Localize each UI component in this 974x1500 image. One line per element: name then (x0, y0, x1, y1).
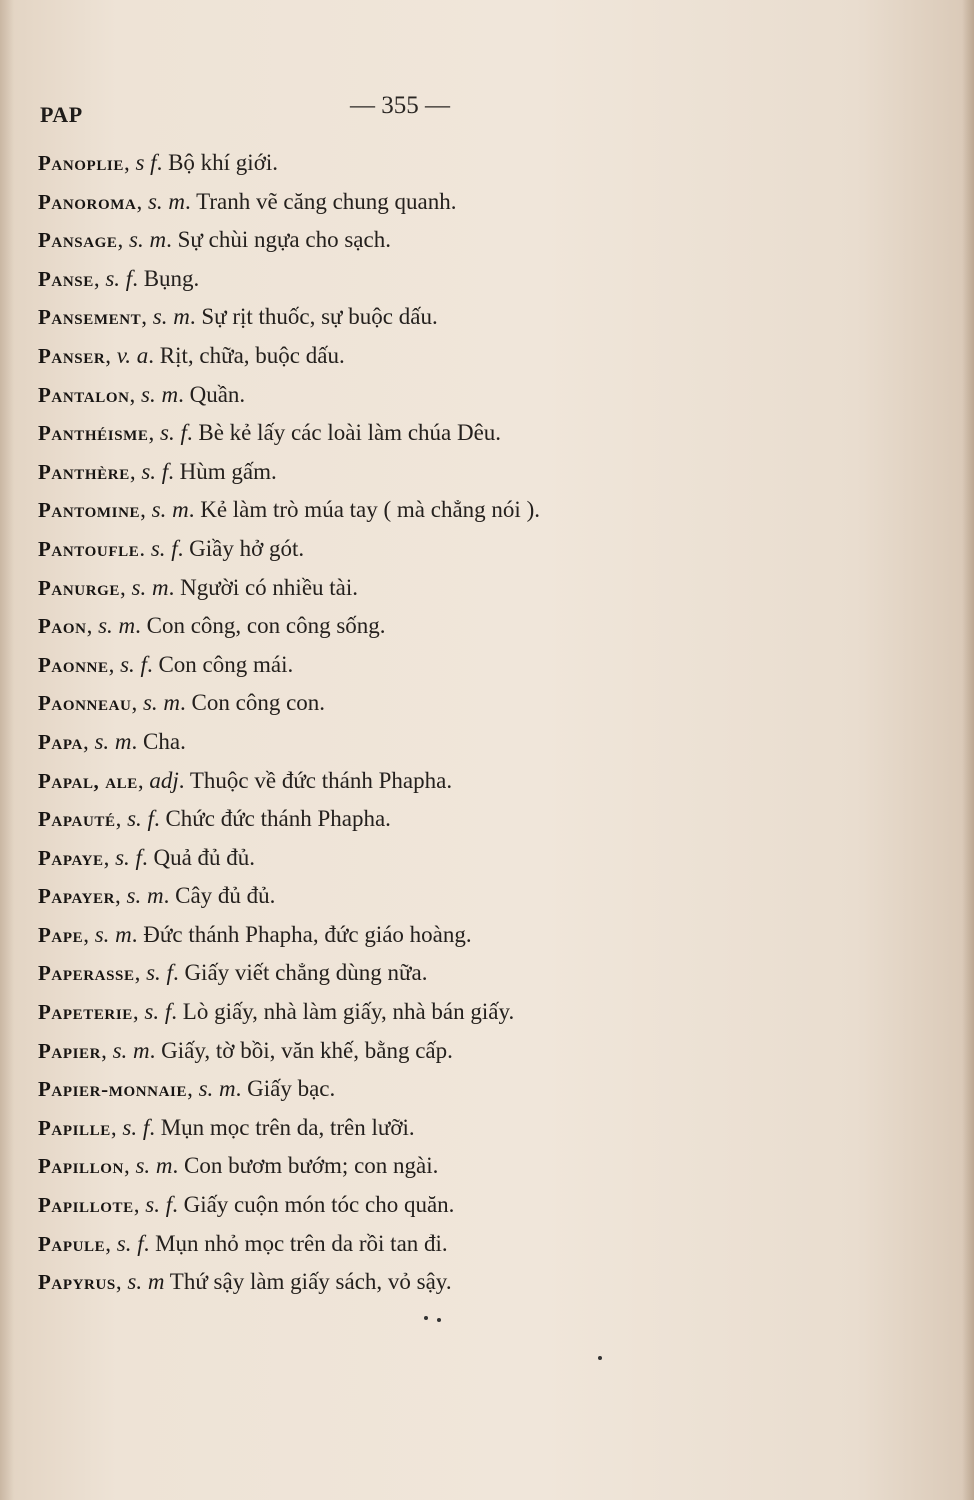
definition: . Cây đủ đủ. (163, 883, 276, 909)
dictionary-entry (38, 877, 718, 916)
dictionary-entry (38, 916, 718, 955)
dictionary-entry (38, 144, 718, 183)
grammar-label: s. f (144, 999, 172, 1025)
separator: , (86, 613, 99, 639)
headword: Panse (38, 266, 94, 291)
separator: , (115, 883, 127, 909)
headword: Papille (38, 1115, 111, 1140)
grammar-label: s. f (150, 535, 178, 561)
grammar-label: s. f (160, 420, 187, 446)
dictionary-entry (38, 684, 718, 723)
separator: , (136, 188, 148, 214)
grammar-label: s. m (94, 728, 132, 754)
ink-speck (437, 1318, 441, 1322)
headword: Panthère (38, 459, 130, 484)
headword: Paperasse (38, 961, 135, 986)
definition: . Con bươm bướm; con ngài. (172, 1153, 439, 1179)
dictionary-entry (38, 530, 718, 569)
separator: , (123, 150, 136, 175)
dictionary-entry (38, 1070, 718, 1109)
separator: , (103, 844, 116, 870)
ink-speck (598, 1356, 602, 1360)
definition: . Quả đủ đủ. (141, 844, 256, 870)
dictionary-entry (38, 453, 718, 492)
definition: . Con công con. (180, 690, 326, 716)
dictionary-entry (38, 221, 718, 260)
headword: Papa (38, 729, 83, 754)
grammar-label: s. f (146, 960, 173, 986)
headword: Papier (38, 1038, 102, 1063)
definition: . Giấy, tờ bồi, văn khế, bằng cấp. (149, 1037, 453, 1063)
definition: . Sự chùi ngựa cho sạch. (166, 227, 391, 253)
dictionary-entry (38, 762, 718, 801)
headword: Papyrus (38, 1270, 116, 1295)
definition: . Mụn nhỏ mọc trên da rồi tan đi. (143, 1230, 448, 1256)
dictionary-entry (38, 414, 718, 453)
separator: , (140, 497, 152, 523)
definition: . Chức đức thánh Phapha. (153, 806, 391, 832)
definition: . Mụn mọc trên da, trên lưỡi. (149, 1114, 415, 1140)
dictionary-entry (38, 1263, 718, 1302)
dictionary-entry (38, 1186, 718, 1225)
grammar-label: v. a (116, 342, 149, 368)
definition: . Kẻ làm trò múa tay ( mà chẳng nói ). (188, 497, 540, 523)
headword: Pansement (38, 305, 142, 330)
headword: Panoplie (38, 151, 124, 175)
separator: , (132, 999, 145, 1025)
dictionary-entry (38, 569, 718, 608)
grammar-label: s. f (122, 1114, 150, 1140)
separator: , (134, 960, 147, 986)
definition: . Tranh vẽ căng chung quanh. (185, 188, 457, 214)
definition: . Bè kẻ lấy các loài làm chúa Dêu. (186, 420, 502, 446)
grammar-label: s. m (141, 381, 179, 407)
separator: , (105, 342, 117, 368)
grammar-label: s. m (127, 1269, 165, 1295)
grammar-label: s. m (129, 227, 167, 253)
separator: , (120, 574, 132, 600)
dictionary-entry (38, 993, 718, 1032)
grammar-label: s. f (145, 1192, 173, 1218)
dictionary-entry (38, 260, 718, 299)
headword: Pantoufle (38, 536, 140, 561)
separator: , (115, 1269, 128, 1295)
headword: Papayer (38, 884, 116, 909)
grammar-label: s. f (141, 458, 169, 484)
headword: Papaye (38, 845, 104, 870)
grammar-label: adj (149, 767, 179, 793)
grammar-label: s. m (112, 1037, 150, 1063)
ink-speck (424, 1316, 428, 1320)
separator: , (141, 304, 153, 330)
separator: , (105, 1230, 117, 1256)
grammar-label: s. m (152, 304, 190, 330)
separator: , (108, 651, 121, 677)
definition: . Hùm gấm. (168, 458, 277, 484)
grammar-label: s. f (115, 844, 142, 870)
dictionary-entry (38, 337, 718, 376)
headword: Pansage (38, 228, 118, 253)
definition: Thứ sậy làm giấy sách, vỏ sậy. (164, 1269, 452, 1295)
separator: , (131, 690, 143, 716)
separator: , (123, 1153, 136, 1179)
definition: . Quần. (178, 381, 246, 407)
separator: , (101, 1037, 113, 1063)
definition: . Lò giấy, nhà làm giấy, nhà bán giấy. (171, 999, 515, 1025)
headword: Pantalon (38, 382, 130, 407)
dictionary-entry (38, 183, 718, 222)
headword: Panser (38, 343, 106, 368)
grammar-label: s. f (127, 806, 154, 832)
definition: . Đức thánh Phapha, đức giáo hoàng. (131, 921, 472, 947)
headword: Panoroma (38, 189, 137, 214)
dictionary-entry (38, 800, 718, 839)
grammar-label: s. f (116, 1230, 144, 1256)
headword: Panurge (38, 575, 121, 600)
grammar-label: s. m (135, 1153, 173, 1179)
headword: Paonne (38, 652, 109, 677)
grammar-label: s. f (105, 265, 133, 291)
separator: , (115, 806, 128, 832)
dictionary-entry (38, 954, 718, 993)
dictionary-entry (38, 723, 718, 762)
headword: Papauté (38, 807, 116, 832)
separator: , (129, 458, 142, 484)
dictionary-entry (38, 1032, 718, 1071)
headword: Pantomine (38, 498, 141, 523)
definition: . Thuộc về đức thánh Phapha. (178, 767, 453, 793)
separator: , (82, 728, 95, 754)
dictionary-entry (38, 298, 718, 337)
separator: , (137, 767, 150, 793)
grammar-label: s f (135, 150, 157, 175)
headword: Papier-monnaie (38, 1077, 188, 1102)
dictionary-entry (38, 607, 718, 646)
entry-list (38, 144, 718, 1302)
separator: , (129, 381, 142, 407)
separator: , (110, 1114, 123, 1140)
grammar-label: s. m (151, 497, 189, 523)
grammar-label: s. m (131, 574, 169, 600)
grammar-label: s. m (142, 690, 181, 716)
definition: . Con công, con công sống. (135, 613, 386, 639)
separator: , (187, 1076, 199, 1102)
definition: . Bụng. (132, 265, 200, 291)
definition: . Giầy hở gót. (177, 535, 305, 561)
separator: , (117, 227, 130, 253)
definition: . Giấy cuộn món tóc cho quăn. (172, 1192, 455, 1218)
headword: Pape (38, 922, 84, 947)
grammar-label: s. m (98, 613, 136, 639)
headword: Papillon (38, 1154, 124, 1179)
separator: , (133, 1192, 146, 1218)
running-head: PAP (40, 102, 83, 127)
headword: Panthéisme (38, 421, 149, 446)
headword: Papillote (38, 1193, 134, 1218)
definition: . Rịt, chữa, buộc dấu. (148, 342, 345, 368)
definition: . Giấy viết chẳng dùng nữa. (172, 960, 428, 986)
separator: , (148, 420, 161, 446)
headword: Paon (38, 614, 87, 639)
definition: . Con công mái. (146, 651, 294, 677)
page-edge-shadow (962, 0, 974, 1500)
separator: , (93, 265, 106, 291)
separator: , (83, 921, 95, 947)
definition: . Người có nhiều tài. (168, 574, 359, 600)
dictionary-entry (38, 1109, 718, 1148)
grammar-label: s. f (120, 651, 147, 677)
grammar-label: s. m (198, 1076, 236, 1102)
grammar-label: s. m (126, 883, 164, 909)
definition: . Cha. (131, 728, 186, 754)
definition: . Giấy bạc. (235, 1076, 336, 1102)
headword: Papeterie (38, 1000, 133, 1025)
headword: Papal, ale (38, 768, 138, 793)
grammar-label: s. m (147, 188, 186, 214)
definition: . Bộ khí giới. (156, 150, 279, 175)
dictionary-entry (38, 1225, 718, 1264)
headword: Paonneau (38, 691, 132, 716)
dictionary-entry (38, 491, 718, 530)
dictionary-entry (38, 839, 718, 878)
separator: . (139, 535, 151, 561)
grammar-label: s. m (94, 921, 132, 947)
dictionary-entry (38, 646, 718, 685)
headword: Papule (38, 1231, 106, 1256)
dictionary-entry (38, 1147, 718, 1186)
dictionary-entry (38, 376, 718, 415)
definition: . Sự rịt thuốc, sự buộc dấu. (189, 304, 438, 330)
page-number: — 355 — (350, 92, 450, 119)
